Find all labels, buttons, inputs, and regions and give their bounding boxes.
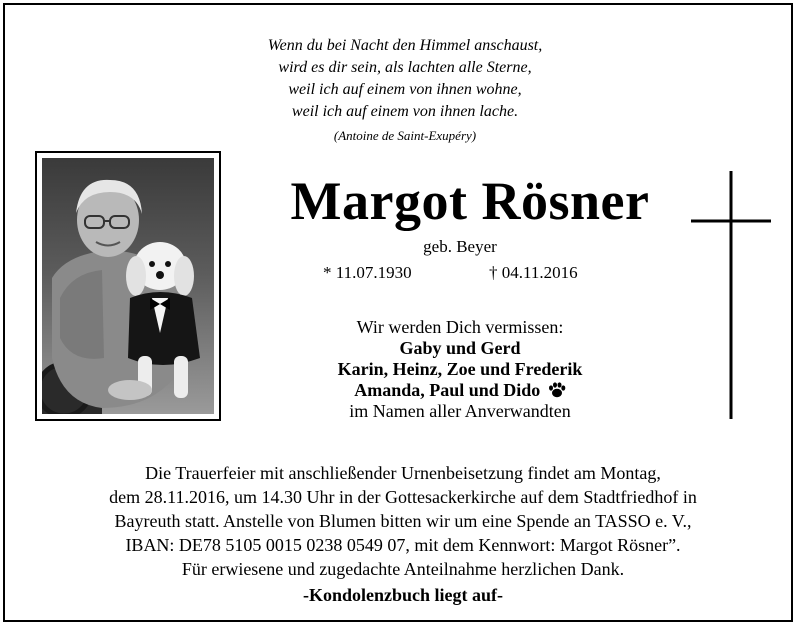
death-date: † 04.11.2016 <box>489 263 578 282</box>
condolence-book-note: -Kondolenzbuch liegt auf- <box>302 585 503 605</box>
mourner-line: Amanda, Paul und Dido <box>354 380 541 400</box>
mourners-block <box>305 317 615 422</box>
poem-line: weil ich auf einem von ihnen lache. <box>291 103 519 120</box>
notice-line: Für erwiesene und zugedachte Anteilnahme herzlichen Dank. <box>181 559 625 579</box>
notice-line: Die Trauerfeier mit anschließender Urnenbeisetzung findet am Montag, <box>145 463 661 483</box>
maiden-name: geb. Beyer <box>423 237 497 256</box>
poem-line: weil ich auf einem von ihnen wohne, <box>288 81 522 98</box>
notice-line: IBAN: DE78 5105 0015 0238 0549 07, mit dem Kennwort: Margot Rösner”. <box>125 535 681 555</box>
poem <box>215 35 595 147</box>
obituary-frame <box>3 3 793 622</box>
cross-icon <box>691 171 771 421</box>
portrait-image <box>42 158 214 414</box>
notice-line: dem 28.11.2016, um 14.30 Uhr in der Gottesackerkirche auf dem Stadtfriedhof in <box>109 487 697 507</box>
mourner-line: Karin, Heinz, Zoe und Frederik <box>337 359 583 379</box>
mourners-closing: im Namen aller Anverwandten <box>349 401 571 421</box>
poem-line: Wenn du bei Nacht den Himmel anschaust, <box>267 37 543 54</box>
portrait-photo <box>35 151 221 421</box>
mourner-line-with-paw <box>305 380 615 401</box>
paw-icon <box>548 382 566 398</box>
birth-date: * 11.07.1930 <box>323 263 412 282</box>
mourner-line: Gaby und Gerd <box>399 338 521 358</box>
notice-line: Bayreuth statt. Anstelle von Blumen bitten wir um eine Spende an TASSO e. V., <box>114 511 692 531</box>
funeral-notice <box>85 461 721 607</box>
poem-line: wird es dir sein, als lachten alle Sterne, <box>278 59 532 76</box>
poem-author: (Antoine de Saint-Exupéry) <box>333 128 477 143</box>
deceased-name: Margot Rösner <box>290 171 650 231</box>
mourners-intro: Wir werden Dich vermissen: <box>356 317 564 337</box>
